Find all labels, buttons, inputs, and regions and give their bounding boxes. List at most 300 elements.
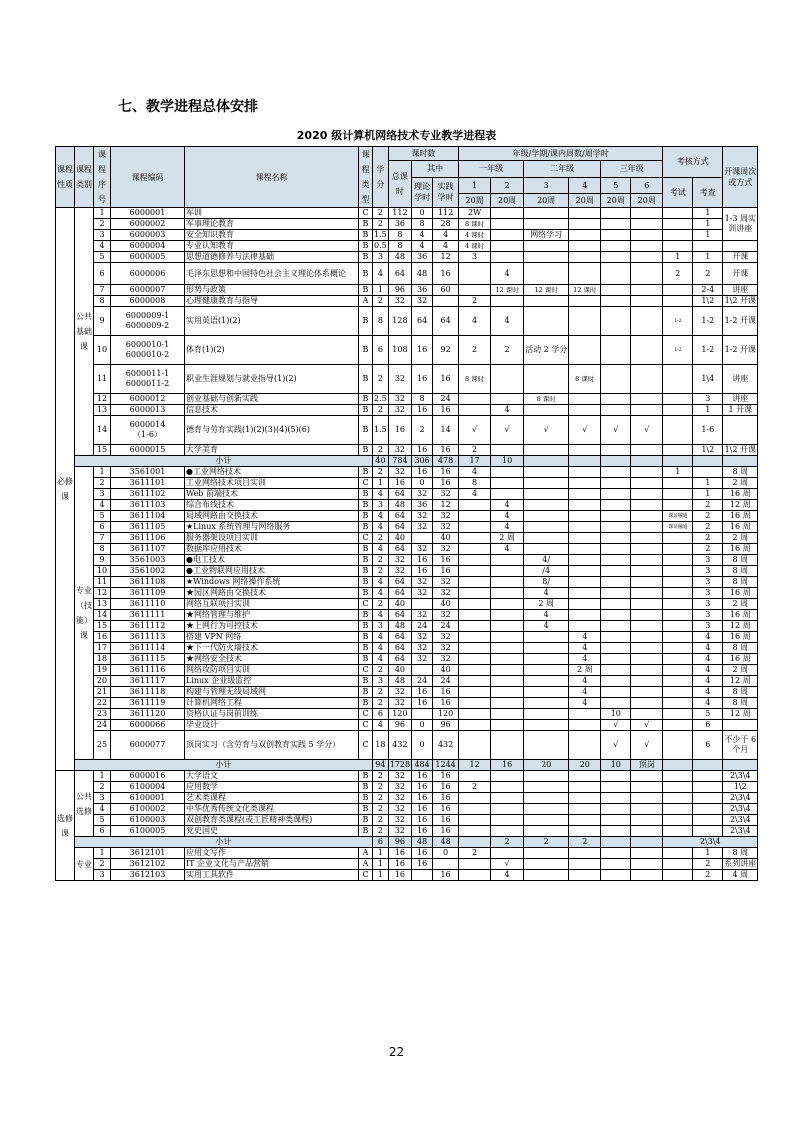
course-ck: 1 [693, 405, 723, 416]
course-code: 3561002 [111, 566, 185, 577]
course-ex [663, 859, 693, 870]
course-name: 局域网路由交换技术 [185, 511, 359, 522]
course-s1 [459, 285, 491, 296]
course-pr: 32 [433, 654, 459, 665]
header-among: 其中 [412, 161, 459, 178]
course-s2: 12 课时 [491, 285, 524, 296]
subtotal-label: 小计 [75, 837, 373, 848]
course-ex [663, 621, 693, 632]
course-name: 顶岗实习（含劳育与双创教育实践 5 学分） [185, 731, 359, 760]
course-type: B [359, 365, 373, 394]
course-s2 [491, 621, 524, 632]
course-ck: 3 [693, 610, 723, 621]
course-schedule: 开课 [723, 252, 758, 263]
course-schedule: 2\3\4 [723, 804, 758, 815]
course-s3 [524, 687, 569, 698]
course-th: 32 [412, 296, 433, 307]
course-schedule [723, 241, 758, 252]
course-tot: 16 [388, 848, 411, 859]
course-code: 6000005 [111, 252, 185, 263]
course-code: 3611102 [111, 489, 185, 500]
subtotal-row [56, 760, 758, 771]
course-cr: 2 [373, 804, 389, 815]
course-s1: 2 [459, 296, 491, 307]
table-row [56, 859, 758, 870]
label-prof-elective: 专业 [75, 848, 94, 881]
course-ck: 3 [693, 599, 723, 610]
course-ex: 课证融通 [663, 511, 693, 522]
course-type: B [359, 511, 373, 522]
course-s3: 2 周 [524, 599, 569, 610]
course-s6 [631, 588, 663, 599]
course-s2 [491, 489, 524, 500]
course-seq: 24 [94, 720, 111, 731]
table-title: 2020 级计算机网络技术专业教学进程表 [296, 129, 497, 142]
subtotal-s1: 12 [459, 760, 491, 771]
course-ex [663, 676, 693, 687]
course-cr: 2 [373, 219, 389, 230]
course-name: ●工业物联网应用技术 [185, 566, 359, 577]
course-s6 [631, 285, 663, 296]
course-s6 [631, 241, 663, 252]
course-s4 [569, 859, 601, 870]
course-th: 16 [412, 687, 433, 698]
course-s6 [631, 826, 663, 837]
subtotal-th: 306 [412, 456, 433, 467]
subtotal-cr: 94 [373, 760, 389, 771]
course-pr: 16 [433, 445, 459, 456]
table-row [56, 230, 758, 241]
course-s4 [569, 522, 601, 533]
course-name: ★上网行为可控技术 [185, 621, 359, 632]
course-pr: 16 [433, 365, 459, 394]
course-tot: 64 [388, 610, 411, 621]
course-cr: 1 [373, 870, 389, 881]
course-s2 [491, 848, 524, 859]
course-schedule: 12 周 [723, 709, 758, 720]
course-pr: 16 [433, 793, 459, 804]
course-schedule: 8 周 [723, 687, 758, 698]
course-s5 [601, 665, 631, 676]
course-s3 [524, 793, 569, 804]
course-cr: 2 [373, 296, 389, 307]
course-s3 [524, 241, 569, 252]
subtotal-label: 小计 [75, 760, 373, 771]
course-code: 3611111 [111, 610, 185, 621]
course-pr: 16 [433, 870, 459, 881]
course-ck: 3 [693, 566, 723, 577]
header-credit: 学分 [373, 147, 389, 208]
course-tot: 64 [388, 263, 411, 285]
course-pr: 16 [433, 698, 459, 709]
course-tot: 32 [388, 296, 411, 307]
course-s1 [459, 709, 491, 720]
course-s5 [601, 478, 631, 489]
course-schedule: 8 周 [723, 643, 758, 654]
course-seq: 13 [94, 599, 111, 610]
course-s3 [524, 263, 569, 285]
course-seq: 4 [94, 500, 111, 511]
course-seq: 3 [94, 230, 111, 241]
course-pr: 12 [433, 500, 459, 511]
course-s2: 4 [491, 263, 524, 285]
subtotal-s5: 10 [601, 760, 631, 771]
course-s3 [524, 731, 569, 760]
course-type: B [359, 544, 373, 555]
course-cr: 3 [373, 252, 389, 263]
course-s1 [459, 500, 491, 511]
course-name: 心理健康教育与指导 [185, 296, 359, 307]
course-s6 [631, 489, 663, 500]
table-row [56, 544, 758, 555]
course-ck: 1 [693, 208, 723, 219]
course-s1 [459, 826, 491, 837]
course-s3 [524, 720, 569, 731]
course-s6 [631, 709, 663, 720]
course-type: C [359, 208, 373, 219]
course-s2 [491, 771, 524, 782]
course-s4 [569, 296, 601, 307]
course-s5 [601, 793, 631, 804]
course-s5 [601, 533, 631, 544]
course-s6 [631, 621, 663, 632]
course-code: 3611115 [111, 654, 185, 665]
table-row [56, 555, 758, 566]
course-seq: 2 [94, 219, 111, 230]
course-s6 [631, 859, 663, 870]
course-s2 [491, 632, 524, 643]
course-tot: 32 [388, 771, 411, 782]
course-s3 [524, 522, 569, 533]
course-s3 [524, 632, 569, 643]
course-seq: 1 [94, 467, 111, 478]
course-code: 3611118 [111, 687, 185, 698]
course-name: 艺术类课程 [185, 793, 359, 804]
course-th: 16 [412, 445, 433, 456]
course-cr: 1 [373, 285, 389, 296]
subtotal-s1 [459, 837, 491, 848]
course-cr: 4 [373, 522, 389, 533]
course-seq: 11 [94, 365, 111, 394]
header-hours: 课时数 [388, 147, 458, 161]
course-s4 [569, 804, 601, 815]
course-s5 [601, 643, 631, 654]
course-th: 16 [412, 859, 433, 870]
course-s3 [524, 500, 569, 511]
course-tot: 64 [388, 643, 411, 654]
course-name: 应用文写作 [185, 848, 359, 859]
course-th: 16 [412, 405, 433, 416]
course-code: 3611107 [111, 544, 185, 555]
course-th [412, 599, 433, 610]
course-name: 德育与劳育实践(1)(2)(3)(4)(5)(6) [185, 416, 359, 445]
course-th: 16 [412, 555, 433, 566]
course-s1 [459, 698, 491, 709]
course-s1 [459, 665, 491, 676]
header-weeks-5: 20周 [601, 194, 631, 208]
course-schedule: 2\3\4 [723, 793, 758, 804]
course-tot: 64 [388, 489, 411, 500]
course-s5 [601, 219, 631, 230]
course-name: ★园区网路由交换技术 [185, 588, 359, 599]
course-tot: 16 [388, 870, 411, 881]
subtotal-s2: 10 [491, 456, 524, 467]
course-s1 [459, 687, 491, 698]
course-s3 [524, 544, 569, 555]
course-code: 6000077 [111, 731, 185, 760]
course-s2 [491, 720, 524, 731]
course-code: 3611114 [111, 643, 185, 654]
course-cr: 2 [373, 445, 389, 456]
course-th [412, 709, 433, 720]
course-seq: 13 [94, 405, 111, 416]
course-seq: 5 [94, 511, 111, 522]
course-s5 [601, 230, 631, 241]
course-pr: 32 [433, 522, 459, 533]
header-check: 考查 [693, 177, 723, 208]
course-s5: 10 [601, 709, 631, 720]
course-schedule: 2 周 [723, 533, 758, 544]
course-name: ★Linux 系统管理与网络服务 [185, 522, 359, 533]
course-cr: 2.5 [374, 394, 387, 403]
course-seq: 2 [94, 859, 111, 870]
course-s2 [491, 826, 524, 837]
course-s4 [569, 307, 601, 336]
course-s6 [631, 307, 663, 336]
course-seq: 19 [94, 665, 111, 676]
course-th: 0 [412, 478, 433, 489]
course-pr: 16 [433, 804, 459, 815]
course-s3 [524, 859, 569, 870]
subtotal-tot: 784 [388, 456, 411, 467]
course-ck: 5 [693, 709, 723, 720]
course-ck: 1 [693, 489, 723, 500]
course-seq: 4 [94, 241, 111, 252]
course-type: C [359, 709, 373, 720]
course-tot: 32 [388, 555, 411, 566]
course-cr: 4 [373, 654, 389, 665]
course-ck: 1\2 [693, 296, 723, 307]
course-s3: 网络学习 [524, 230, 569, 241]
course-th: 48 [412, 263, 433, 285]
course-s3 [524, 698, 569, 709]
course-code: 6000014 （1-6） [111, 416, 185, 445]
course-ex [663, 394, 693, 405]
course-schedule: 16 周 [723, 588, 758, 599]
course-pr: 112 [433, 208, 459, 219]
course-s1 [459, 405, 491, 416]
course-s3 [524, 445, 569, 456]
course-ck [693, 804, 723, 815]
course-ck [693, 241, 723, 252]
course-ex [663, 599, 693, 610]
course-tot: 48 [388, 676, 411, 687]
course-cr: 2 [373, 687, 389, 698]
course-th: 36 [412, 500, 433, 511]
table-row [56, 720, 758, 731]
course-pr: 40 [433, 599, 459, 610]
table-row [56, 307, 758, 336]
course-seq: 10 [94, 566, 111, 577]
course-ex [663, 731, 693, 760]
table-row [56, 676, 758, 687]
course-name: 资格认证与岗前训练 [185, 709, 359, 720]
course-s4 [569, 731, 601, 760]
course-tot: 32 [388, 405, 411, 416]
course-ck: 2-4 [693, 285, 723, 296]
course-name: 服务器架设项目实训 [185, 533, 359, 544]
course-s5 [601, 263, 631, 285]
table-row [56, 445, 758, 456]
course-s1: 4 课时 [459, 230, 491, 241]
course-s2 [491, 577, 524, 588]
course-name: 职业生涯规划与就业指导(1)(2) [185, 365, 359, 394]
course-s1 [459, 577, 491, 588]
header-weeks-2: 20周 [491, 194, 524, 208]
course-schedule: 16 周 [723, 610, 758, 621]
course-type: B [359, 804, 373, 815]
course-name: 体育(1)(2) [185, 336, 359, 365]
course-cr: 2 [373, 566, 389, 577]
table-row [56, 577, 758, 588]
course-s5 [601, 698, 631, 709]
course-ck: 2 [693, 522, 723, 533]
course-schedule: 2\3\4 [723, 826, 758, 837]
course-s3: 4 [524, 621, 569, 632]
course-type: A [359, 848, 373, 859]
course-name: 形势与政策 [185, 285, 359, 296]
course-schedule [723, 720, 758, 731]
course-seq: 1 [94, 208, 111, 219]
label-public-elective: 公共选修 [75, 771, 94, 837]
course-th: 16 [412, 848, 433, 859]
course-cr: 8 [373, 307, 389, 336]
course-pr [433, 296, 459, 307]
course-type: C [359, 870, 373, 881]
table-row [56, 296, 758, 307]
course-s4 [569, 577, 601, 588]
course-tot: 96 [388, 285, 411, 296]
course-s2: 4 [491, 307, 524, 336]
course-s2 [491, 654, 524, 665]
course-pr: 16 [433, 771, 459, 782]
course-th: 16 [412, 771, 433, 782]
course-ex [663, 241, 693, 252]
course-tot: 32 [388, 804, 411, 815]
course-code: 3611116 [111, 665, 185, 676]
course-s1 [459, 588, 491, 599]
course-s6 [631, 555, 663, 566]
course-seq: 6 [94, 826, 111, 837]
course-name: 专业认知教育 [185, 241, 359, 252]
course-tot: 96 [388, 720, 411, 731]
course-seq: 20 [94, 676, 111, 687]
course-s5 [601, 848, 631, 859]
course-pr: 432 [433, 731, 459, 760]
table-row [56, 771, 758, 782]
course-seq: 2 [94, 782, 111, 793]
course-pr: 0 [433, 848, 459, 859]
table-row [56, 522, 758, 533]
course-s4 [569, 230, 601, 241]
subtotal-s4 [569, 456, 601, 467]
course-s4: 4 [569, 698, 601, 709]
course-name: 毛泽东思想和中国特色社会主义理论体系概论 [185, 263, 359, 285]
course-s2: 4 [491, 405, 524, 416]
course-s5 [601, 296, 631, 307]
section-heading: 七、教学进程总体安排 [118, 99, 258, 115]
table-row [56, 416, 758, 445]
course-type: B [359, 307, 373, 336]
course-name: 信息技术 [185, 405, 359, 416]
course-cr: 0.5 [374, 241, 387, 250]
schedule-merged: 1-3 周实训讲座 [723, 208, 758, 241]
course-code: 3611119 [111, 698, 185, 709]
course-seq: 21 [94, 687, 111, 698]
course-cr: 1 [373, 478, 389, 489]
course-s5 [601, 307, 631, 336]
table-row [56, 263, 758, 285]
course-schedule: 12 周 [723, 621, 758, 632]
course-code: 3611110 [111, 599, 185, 610]
course-s4 [569, 263, 601, 285]
course-name: ★下一代防火墙技术 [185, 643, 359, 654]
course-tot: 432 [388, 731, 411, 760]
course-s2 [491, 676, 524, 687]
course-ex [663, 566, 693, 577]
course-th: 16 [412, 467, 433, 478]
header-seq: 课程序号 [94, 147, 111, 208]
course-ck: 1-2 [693, 336, 723, 365]
course-schedule: 2 周 [723, 599, 758, 610]
course-s1 [459, 654, 491, 665]
course-cr: 2 [373, 771, 389, 782]
course-s1 [459, 511, 491, 522]
course-s1 [459, 731, 491, 760]
table-row [56, 336, 758, 365]
course-s2 [491, 252, 524, 263]
course-s3 [524, 478, 569, 489]
course-s3 [524, 252, 569, 263]
course-s5 [601, 621, 631, 632]
table-row [56, 826, 758, 837]
course-th: 0 [412, 731, 433, 760]
course-pr: 4 [433, 230, 459, 241]
course-ck: 1 [693, 478, 723, 489]
course-pr: 64 [433, 307, 459, 336]
subtotal-s6: 顶岗 [631, 760, 663, 771]
course-s3 [524, 489, 569, 500]
course-s4 [569, 241, 601, 252]
course-pr: 96 [433, 720, 459, 731]
course-s2: 4 [491, 870, 524, 881]
course-s2 [491, 365, 524, 394]
course-ck: 6 [693, 731, 723, 760]
subtotal-row [56, 456, 758, 467]
course-code: 6000016 [111, 771, 185, 782]
course-cr: 1 [373, 848, 389, 859]
header-sem-2: 2 [491, 177, 524, 194]
course-type: B [359, 654, 373, 665]
course-s2 [491, 588, 524, 599]
course-s1 [459, 793, 491, 804]
teaching-schedule-table [55, 146, 758, 881]
course-pr: 28 [433, 219, 459, 230]
course-s6 [631, 793, 663, 804]
course-schedule: 1-2 开课 [723, 307, 758, 336]
course-name: 大学美育 [185, 445, 359, 456]
course-s4: √ [569, 416, 601, 445]
